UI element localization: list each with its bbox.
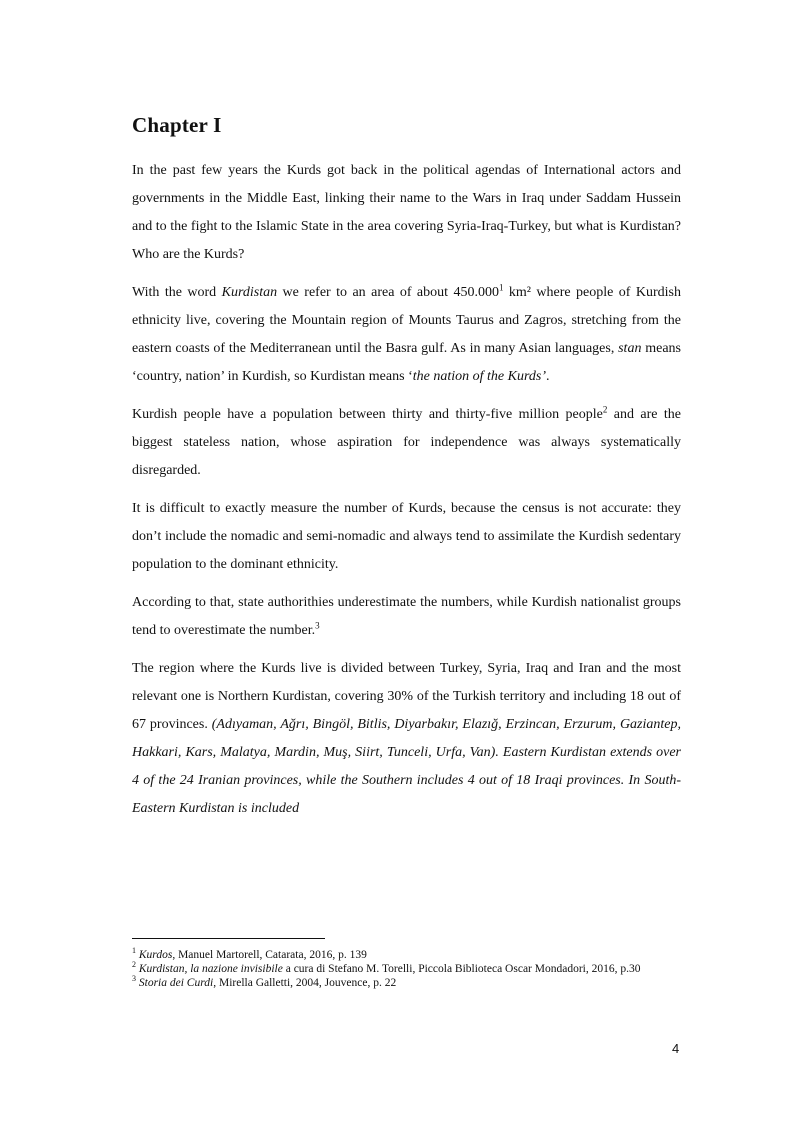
footnote-title: Storia dei Curdi (138, 977, 214, 989)
footnote-3 (132, 976, 681, 990)
footnote-reference[interactable]: 1 (498, 282, 504, 293)
paragraph-4: It is difficult to exactly measure the number of Kurds, because the census is not accurate: they don’t include the nomadic and semi-nomadic and always tend to assimilate the Kurdish sedentary population to the dominant ethnicity. (132, 501, 681, 572)
footnote-citation: , Manuel Martorell, Catarata, 2016, p. 139 (172, 949, 367, 961)
body-text (132, 157, 681, 833)
italic-term: stan (618, 341, 642, 356)
footnotes (132, 938, 681, 990)
footnote-citation: , Mirella Galletti, 2004, Jouvence, p. 22 (213, 977, 397, 989)
text-run: Kurdish people have a population between thirty and thirty-five million people (132, 407, 603, 422)
footnote-reference[interactable]: 3 (315, 620, 320, 631)
text-run: With the word (132, 285, 222, 300)
text-run: km² where people of Kurdish ethnicity live, covering the Mountain region of Mounts Taurus and Zagros, stretching from the eastern coasts of the Mediterranean until the Basra gulf. As in many Asian languages, (132, 285, 681, 356)
paragraph-5 (132, 589, 681, 645)
footnote-citation: a cura di Stefano M. Torelli, Piccola Biblioteca Oscar Mondadori, 2016, p.30 (282, 963, 641, 975)
footnote-number: 3 (132, 974, 136, 984)
paragraph-1: In the past few years the Kurds got back in the political agendas of International actors and governments in the Middle East, linking their name to the Wars in Iraq under Saddam Hussein and to the fight to the Islamic State in the area covering Syria-Iraq-Turkey, but what is Kurdistan? Who are the Kurds? (132, 163, 681, 262)
text-run: According to that, state authorithies underestimate the numbers, while Kurdish nationalist groups tend to overestimate the number. (132, 595, 681, 638)
paragraph-6 (132, 655, 681, 823)
italic-term: Kurdistan (221, 285, 278, 300)
footnote-title: Kurdistan, la nazione invisibile (138, 963, 283, 975)
text-run: means ‘country, nation’ in Kurdish, so Kurdistan means ‘ (132, 341, 682, 384)
page-number: 4 (672, 1041, 680, 1056)
footnote-number: 1 (132, 946, 136, 956)
chapter-title: Chapter I (132, 113, 222, 137)
text-run: and are the biggest stateless nation, whose aspiration for independence was always systematically disregarded. (132, 407, 681, 478)
text-run: we refer to an area of about 450.000 (277, 285, 499, 300)
text-run: . (546, 369, 550, 384)
footnote-title: Kurdos (138, 949, 173, 961)
footnote-separator (132, 938, 325, 939)
italic-text-run: (Adıyaman, Ağrı, Bingöl, Bitlis, Diyarbakır, Elazığ, Erzincan, Erzurum, Gaziantep, Hakkari, Kars, Malatya, Mardin, Muş, Siirt, Tunceli, Urfa, Van). Eastern Kurdistan extends over 4 of the 24 Iranian provinces, while the Southern includes 4 out of 18 Iraqi provinces. In South-Eastern Kurdistan is included (132, 717, 681, 816)
footnote-1 (132, 948, 681, 962)
italic-phrase: the nation of the Kurds’ (412, 369, 546, 384)
footnote-number: 2 (132, 960, 136, 970)
paragraph-2 (132, 279, 681, 391)
text-run: The region where the Kurds live is divided between Turkey, Syria, Iraq and Iran and the most relevant one is Northern Kurdistan, covering 30% of the Turkish territory and including 18 out of 67 provinces. (132, 661, 681, 732)
paragraph-3 (132, 401, 681, 485)
footnote-2 (132, 962, 681, 976)
footnote-reference[interactable]: 2 (602, 404, 608, 415)
